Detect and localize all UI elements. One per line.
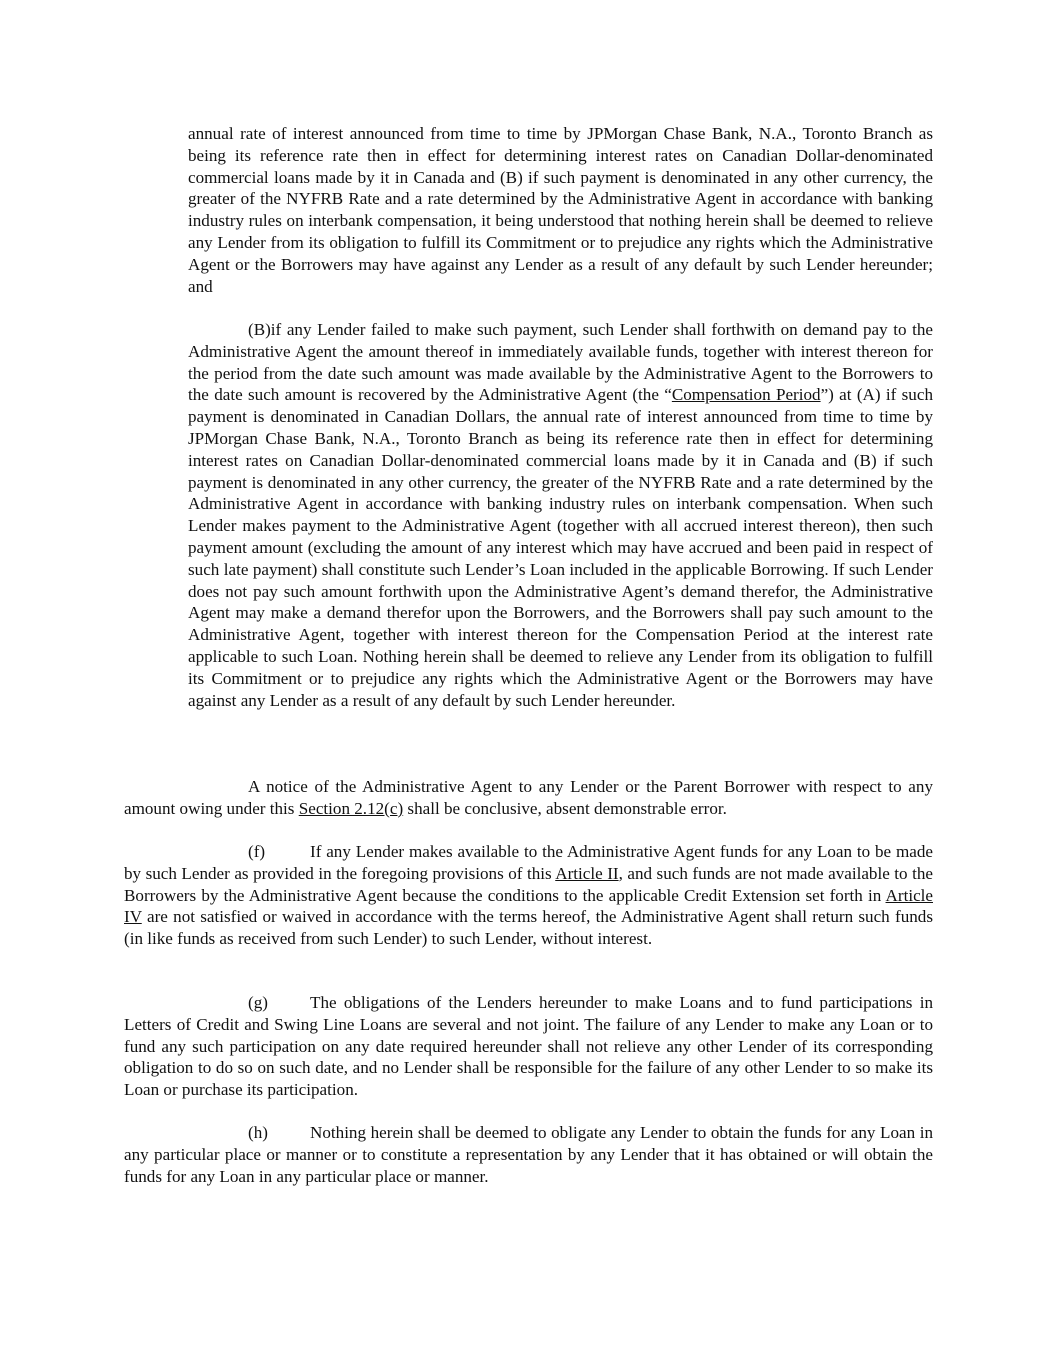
paragraph-clause-b [188, 319, 933, 711]
paragraph-text: A notice of the Administrative Agent to any Lender or the Parent Borrower with respect to any amount owing under this [124, 777, 933, 818]
paragraph-text: Nothing herein shall be deemed to obligate any Lender to obtain the funds for any Loan in any particular place or manner or to constitute a representation by any Lender that it has obtained or will obtain the funds for any Loan in any particular place or manner. [124, 1123, 933, 1186]
clause-label: (B) [248, 320, 271, 339]
paragraph-rate-continuation [188, 123, 933, 297]
paragraph-text: If any Lender makes available to the Administrative Agent funds for any Loan to be made by such Lender as provided in the foregoing provisions of this [124, 842, 933, 883]
clause-label: (f) [248, 842, 266, 861]
clause-label: (g) [248, 993, 268, 1012]
paragraph-text: if any Lender failed to make such payment, such Lender shall forthwith on demand pay to the Administrative Agent the amount thereof in immediately available funds, together with interest thereon for the period from the date such amount was made available by the Administrative Agent to the Borrowers to the date such amount is recovered by the Administrative Agent (the “ [188, 320, 933, 405]
paragraph-text: are not satisfied or waived in accordance with the terms hereof, the Administrative Agent shall return such funds (in like funds as received from such Lender) to such Lender, without interest. [124, 907, 933, 949]
paragraph-clause-h [124, 1122, 933, 1187]
defined-term: Compensation Period [671, 385, 821, 405]
paragraph-clause-g [124, 992, 933, 1101]
paragraph-text: ”) at (A) if such payment is denominated in Canadian Dollars, the annual rate of interest announced from time to time by JPMorgan Chase Bank, N.A., Toronto Branch as being its reference rate then in effect for determining interest rates on Canadian Dollar-denominated commercial loans made by it in Canada and (B) if such payment is denominated in any other currency, the greater of the NYFRB Rate and a rate determined by the Administrative Agent in accordance with banking industry rules on interbank compensation. When such Lender makes payment to the Administrative Agent (together with all accrued interest thereon), then such payment amount (excluding the amount of any interest which may have accrued and been paid in respect of such late payment) shall constitute such Lender’s Loan included in the applicable Borrowing. If such Lender does not pay such amount forthwith upon the Administrative Agent’s demand therefor, the Administrative Agent may make a demand therefor upon the Borrowers, and the Borrowers shall pay such amount to the Administrative Agent, together with interest thereon for the Compensation Period at the interest rate applicable to such Loan. Nothing herein shall be deemed to relieve any Lender from its obligation to fulfill its Commitment or to prejudice any rights which the Administrative Agent or the Borrowers may have against any Lender as a result of any default by such Lender hereunder. [188, 385, 933, 710]
paragraph-text: The obligations of the Lenders hereunder to make Loans and to fund participations in Letters of Credit and Swing Line Loans are several and not joint. The failure of any Lender to make any Loan or to fund any such participation on any date required hereunder shall not relieve any other Lender of its corresponding obligation to do so on such date, and no Lender shall be responsible for the failure of any other Lender to so make its Loan or purchase its participation. [124, 993, 933, 1100]
section-reference: Section 2.12(c) [298, 798, 404, 818]
clause-label: (h) [248, 1123, 268, 1142]
article-reference: Article II [555, 863, 619, 883]
paragraph-text: annual rate of interest announced from time to time by JPMorgan Chase Bank, N.A., Toronto Branch as being its reference rate then in effect for determining interest rates on Canadian Dollar-denominated commercial loans made by it in Canada and (B) if such payment is denominated in any other currency, the greater of the NYFRB Rate and a rate determined by the Administrative Agent in accordance with banking industry rules on interbank compensation, it being understood that nothing herein shall be deemed to relieve any Lender from its obligation to fulfill its Commitment or to prejudice any rights which the Administrative Agent or the Borrowers may have against any Lender as a result of any default by such Lender hereunder; and [188, 124, 933, 296]
article-reference: Article IV [124, 885, 933, 927]
paragraph-text: shall be conclusive, absent demonstrable error. [403, 798, 727, 818]
paragraph-notice [124, 776, 933, 820]
paragraph-text: , and such funds are not made available to the Borrowers by the Administrative Agent because the conditions to the applicable Credit Extension set forth in [124, 863, 933, 905]
paragraph-clause-f [124, 841, 933, 950]
